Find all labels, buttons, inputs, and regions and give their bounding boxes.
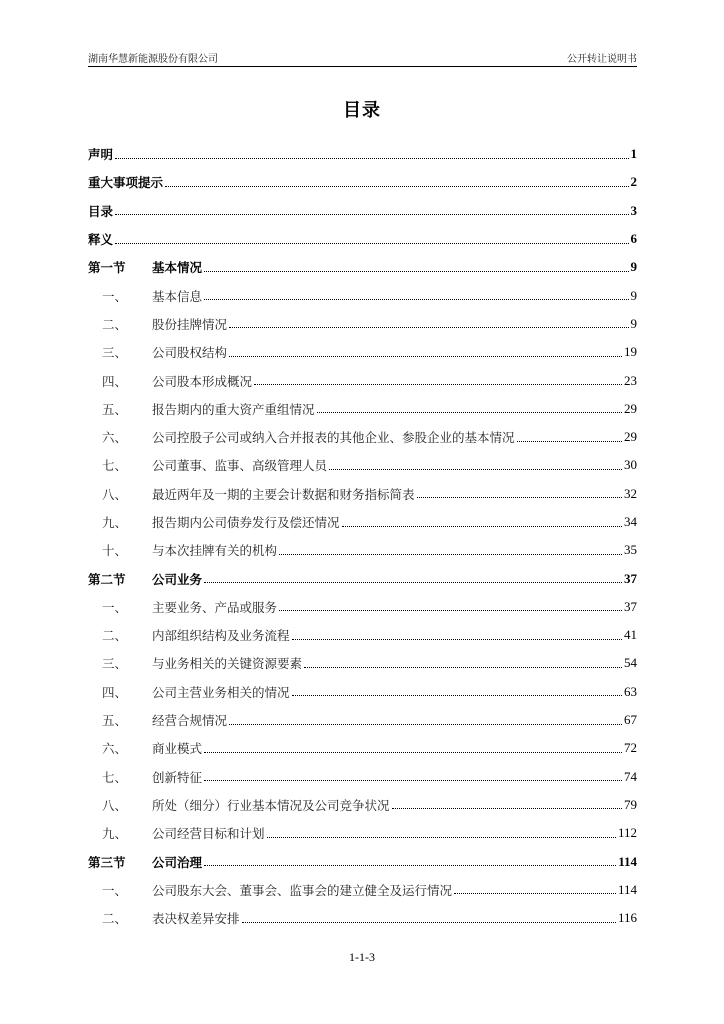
toc-entry-number: 第一节 — [88, 260, 126, 276]
toc-entry-title: 重大事项提示 — [88, 175, 164, 191]
toc-entry-title: 报告期内的重大资产重组情况 — [152, 401, 315, 417]
toc-entry[interactable] — [88, 536, 637, 564]
toc-entry-number: 六、 — [102, 741, 128, 757]
toc-entry-title: 公司治理 — [152, 854, 203, 870]
toc-leader-dots — [204, 271, 628, 272]
toc-entry[interactable] — [88, 338, 637, 366]
toc-entry-title: 基本信息 — [152, 288, 203, 304]
toc-entry-title: 目录 — [88, 203, 114, 219]
toc-leader-dots — [204, 582, 622, 583]
toc-entry-number: 六、 — [102, 430, 128, 446]
toc-entry-title: 商业模式 — [152, 741, 203, 757]
toc-entry[interactable] — [88, 281, 637, 309]
toc-entry-number: 二、 — [102, 316, 128, 332]
toc-entry-title: 创新特征 — [152, 769, 203, 785]
toc-entry-number: 五、 — [102, 401, 128, 417]
toc-entry-number: 一、 — [102, 288, 128, 304]
toc-entry[interactable] — [88, 734, 637, 762]
toc-entry-title: 基本情况 — [152, 260, 203, 276]
toc-entry-number: 一、 — [102, 599, 128, 615]
toc-entry[interactable] — [88, 706, 637, 734]
toc-leader-dots — [229, 327, 628, 328]
toc-entry-number: 五、 — [102, 713, 128, 729]
toc-leader-dots — [229, 356, 622, 357]
toc-entry-page: 9 — [630, 259, 637, 275]
toc-entry-page: 29 — [624, 400, 637, 416]
toc-entry[interactable] — [88, 847, 637, 875]
toc-entry[interactable] — [88, 819, 637, 847]
toc-entry-page: 114 — [618, 853, 637, 869]
header-company-name: 湖南华慧新能源股份有限公司 — [88, 54, 218, 65]
toc-leader-dots — [454, 893, 616, 894]
toc-entry-title: 表决权差异安排 — [152, 911, 240, 927]
toc-leader-dots — [292, 639, 622, 640]
toc-entry-page: 9 — [630, 315, 637, 331]
toc-entry[interactable] — [88, 678, 637, 706]
toc-leader-dots — [254, 384, 622, 385]
toc-entry-number: 四、 — [102, 684, 128, 700]
header-document-type: 公开转让说明书 — [567, 54, 637, 65]
toc-entry-title: 主要业务、产品或服务 — [152, 599, 278, 615]
toc-entry-page: 41 — [624, 627, 637, 643]
toc-entry-page: 19 — [624, 344, 637, 360]
toc-entry-title: 声明 — [88, 147, 114, 163]
toc-leader-dots — [204, 299, 628, 300]
toc-entry[interactable] — [88, 423, 637, 451]
toc-leader-dots — [204, 865, 616, 866]
toc-entry[interactable] — [88, 564, 637, 592]
toc-entry-page: 6 — [630, 231, 637, 247]
toc-entry[interactable] — [88, 621, 637, 649]
toc-entry-number: 二、 — [102, 911, 128, 927]
toc-entry-title: 与业务相关的关键资源要素 — [152, 656, 303, 672]
toc-entry-page: 74 — [624, 768, 637, 784]
toc-entry-title: 公司控股子公司或纳入合并报表的其他企业、参股企业的基本情况 — [152, 430, 515, 446]
toc-entry-title: 内部组织结构及业务流程 — [152, 628, 290, 644]
toc-entry-page: 67 — [624, 712, 637, 728]
toc-entry-number: 第二节 — [88, 571, 126, 587]
page-number: 1-1-3 — [349, 950, 375, 964]
toc-entry[interactable] — [88, 763, 637, 791]
toc-entry-page: 114 — [617, 881, 637, 897]
toc-entry-title: 最近两年及一期的主要会计数据和财务指标简表 — [152, 486, 415, 502]
table-of-contents — [88, 140, 637, 932]
toc-entry[interactable] — [88, 904, 637, 932]
toc-entry-number: 第三节 — [88, 854, 126, 870]
toc-entry-page: 2 — [630, 174, 637, 190]
toc-entry-title: 报告期内公司债券发行及偿还情况 — [152, 515, 340, 530]
toc-entry-page: 72 — [624, 740, 637, 756]
toc-entry[interactable] — [88, 168, 637, 196]
toc-entry-title: 公司股权结构 — [152, 345, 228, 361]
toc-entry-title: 公司业务 — [152, 571, 203, 587]
toc-entry-page: 54 — [624, 655, 637, 671]
toc-entry-title: 公司股本形成概况 — [152, 373, 253, 389]
toc-entry-title: 释义 — [88, 232, 114, 248]
toc-entry-number: 八、 — [102, 797, 128, 813]
toc-leader-dots — [392, 808, 622, 809]
toc-entry-page: 32 — [624, 485, 637, 501]
toc-entry-title: 公司经营目标和计划 — [152, 826, 265, 842]
toc-entry-number: 二、 — [102, 628, 128, 644]
toc-entry-page: 35 — [624, 542, 637, 558]
toc-entry-number: 三、 — [102, 656, 128, 672]
toc-leader-dots — [304, 667, 622, 668]
toc-leader-dots — [204, 780, 622, 781]
toc-entry-number: 九、 — [102, 826, 128, 842]
toc-entry-number: 七、 — [102, 458, 128, 474]
toc-leader-dots — [317, 412, 622, 413]
toc-entry[interactable] — [88, 480, 637, 508]
toc-entry-page: 37 — [624, 598, 637, 614]
toc-entry[interactable] — [88, 140, 637, 168]
toc-entry[interactable] — [88, 876, 637, 904]
toc-entry-page: 63 — [624, 683, 637, 699]
toc-entry-page: 30 — [624, 457, 637, 473]
toc-entry-page: 3 — [630, 202, 637, 218]
toc-leader-dots — [115, 243, 628, 244]
toc-entry-title: 公司主营业务相关的情况 — [152, 684, 290, 700]
toc-entry-title: 所处（细分）行业基本情况及公司竞争状况 — [152, 797, 390, 813]
toc-leader-dots — [165, 186, 628, 187]
toc-leader-dots — [229, 724, 622, 725]
toc-entry-page: 116 — [617, 910, 637, 926]
toc-leader-dots — [417, 497, 622, 498]
toc-entry-page: 23 — [624, 372, 637, 388]
toc-entry[interactable] — [88, 225, 637, 253]
toc-leader-dots — [517, 441, 622, 442]
toc-entry-page: 37 — [624, 570, 637, 586]
toc-entry-number: 三、 — [102, 345, 128, 361]
toc-leader-dots — [267, 837, 616, 838]
toc-entry-number: 九、 — [102, 515, 128, 530]
toc-leader-dots — [279, 554, 622, 555]
toc-leader-dots — [242, 922, 616, 923]
toc-entry[interactable] — [88, 395, 637, 423]
toc-entry-title: 与本次挂牌有关的机构 — [152, 543, 278, 559]
toc-entry-number: 八、 — [102, 486, 128, 502]
header-divider — [88, 66, 637, 67]
toc-entry[interactable] — [88, 508, 637, 536]
toc-leader-dots — [115, 214, 628, 215]
page-header — [88, 50, 637, 66]
toc-entry-number: 十、 — [102, 543, 128, 559]
toc-entry-number: 四、 — [102, 373, 128, 389]
toc-leader-dots — [115, 158, 628, 159]
toc-entry-page: 29 — [624, 429, 637, 445]
toc-entry-title: 股份挂牌情况 — [152, 316, 228, 332]
toc-entry-number: 一、 — [102, 882, 128, 898]
toc-entry-page: 9 — [630, 287, 637, 303]
toc-entry-title: 公司董事、监事、高级管理人员 — [152, 458, 328, 474]
toc-entry[interactable] — [88, 197, 637, 225]
toc-entry-title: 公司股东大会、董事会、监事会的建立健全及运行情况 — [152, 882, 453, 898]
toc-leader-dots — [342, 526, 622, 527]
toc-leader-dots — [329, 469, 622, 470]
toc-entry-title: 经营合规情况 — [152, 713, 228, 729]
toc-entry[interactable] — [88, 593, 637, 621]
toc-entry[interactable] — [88, 310, 637, 338]
toc-entry[interactable] — [88, 451, 637, 479]
toc-entry[interactable] — [88, 791, 637, 819]
toc-leader-dots — [204, 752, 622, 753]
toc-entry[interactable] — [88, 649, 637, 677]
toc-entry-page: 34 — [624, 514, 637, 529]
toc-leader-dots — [292, 695, 622, 696]
toc-entry-page: 112 — [617, 825, 637, 841]
toc-entry[interactable] — [88, 366, 637, 394]
page-title: 目录 — [343, 100, 381, 121]
toc-entry[interactable] — [88, 253, 637, 281]
toc-leader-dots — [279, 610, 622, 611]
toc-entry-number: 七、 — [102, 769, 128, 785]
toc-entry-page: 1 — [630, 146, 637, 162]
toc-entry-page: 79 — [624, 796, 637, 812]
